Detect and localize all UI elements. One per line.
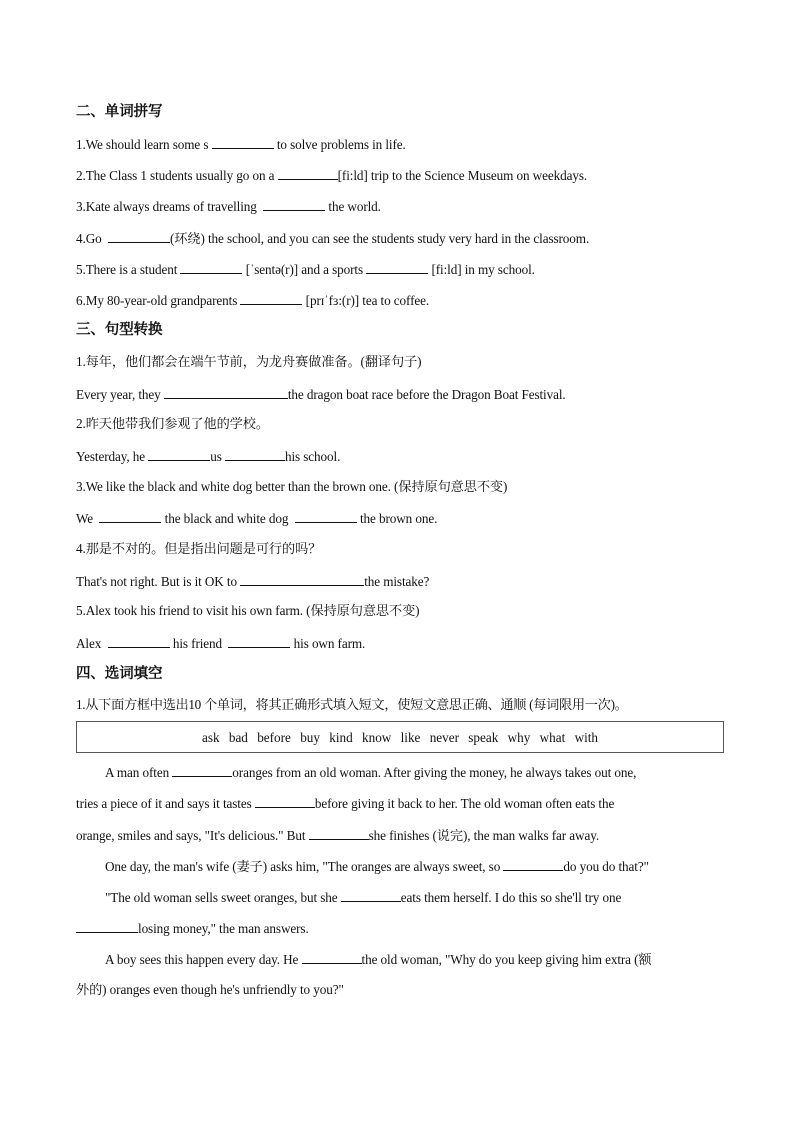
spelling-question-5: 5.There is a student [ˈsentə(r)] and a sports [fi:ld] in my school.	[76, 262, 535, 277]
word-bank-item: like	[400, 730, 421, 745]
spelling-question-2: 2.The Class 1 students usually go on a [fi:ld] trip to the Science Museum on weekdays.	[76, 168, 588, 183]
transform-answer-2: Yesterday, he us his school.	[76, 449, 341, 464]
passage-line: losing money," the man answers.	[76, 919, 309, 938]
passage-line: A man often oranges from an old woman. After giving the money, he always takes out one,	[105, 765, 637, 780]
answer-blank[interactable]	[172, 763, 232, 777]
passage-line: "The old woman sells sweet oranges, but she eats them herself. I do this so she'll try one	[105, 890, 622, 905]
answer-blank[interactable]	[228, 634, 290, 648]
spelling-question-6: 6.My 80-year-old grandparents [prɪˈfɜ:(r)] tea to coffee.	[76, 293, 430, 308]
section-heading-transform: 三、句型转换	[76, 322, 163, 338]
answer-blank[interactable]	[164, 385, 288, 399]
transform-answer-4: That's not right. But is it OK to the mistake?	[76, 574, 430, 589]
word-bank-box	[76, 721, 724, 753]
answer-blank[interactable]	[366, 260, 428, 274]
passage-line: 外的) oranges even though he's unfriendly to you?"	[76, 982, 344, 997]
passage-line: orange, smiles and says, "It's delicious." But she finishes (说完), the man walks far away.	[76, 828, 600, 843]
answer-blank[interactable]	[263, 197, 325, 211]
word-bank-item: why	[507, 730, 531, 745]
spelling-question-3: 3.Kate always dreams of travelling the world.	[76, 199, 381, 214]
cloze-instruction: 1.从下面方框中选出10 个单词，将其正确形式填入短文，使短文意思正确、通顺 (每词限用一次)。	[76, 697, 628, 712]
word-bank-item: never	[429, 730, 459, 745]
answer-blank[interactable]	[76, 919, 138, 933]
spelling-question-4: 4.Go (环绕) the school, and you can see the students study very hard in the classroom.	[76, 231, 590, 246]
word-bank-item: before	[257, 730, 291, 745]
transform-prompt-5: 5.Alex took his friend to visit his own farm. (保持原句意思不变)	[76, 603, 420, 618]
answer-blank[interactable]	[148, 447, 210, 461]
answer-blank[interactable]	[255, 794, 315, 808]
transform-answer-5: Alex his friend his own farm.	[76, 636, 366, 651]
spelling-question-1: 1.We should learn some s to solve problems in life.	[76, 137, 406, 152]
answer-blank[interactable]	[309, 826, 369, 840]
section-heading-cloze: 四、选词填空	[76, 666, 163, 682]
transform-prompt-4: 4.那是不对的。但是指出问题是可行的吗？	[76, 541, 322, 556]
answer-blank[interactable]	[302, 950, 362, 964]
passage-line: One day, the man's wife (妻子) asks him, "The oranges are always sweet, so do you do that?"	[105, 859, 649, 874]
word-bank-item: speak	[468, 730, 499, 745]
answer-blank[interactable]	[240, 572, 364, 586]
transform-answer-3: We the black and white dog the brown one.	[76, 511, 438, 526]
word-bank-item: know	[362, 730, 392, 745]
word-bank-item: with	[574, 730, 599, 745]
word-bank-item: buy	[300, 730, 320, 745]
answer-blank[interactable]	[108, 229, 170, 243]
answer-blank[interactable]	[99, 509, 161, 523]
answer-blank[interactable]	[108, 634, 170, 648]
answer-blank[interactable]	[240, 291, 302, 305]
answer-blank[interactable]	[180, 260, 242, 274]
transform-prompt-1: 1.每年，他们都会在端午节前，为龙舟赛做准备。(翻译句子)	[76, 354, 422, 369]
word-bank-item: ask	[201, 730, 220, 745]
answer-blank[interactable]	[295, 509, 357, 523]
answer-blank[interactable]	[225, 447, 285, 461]
word-bank-item: kind	[329, 730, 353, 745]
section-heading-spelling: 二、单词拼写	[76, 104, 163, 120]
answer-blank[interactable]	[212, 135, 274, 149]
passage-line: tries a piece of it and says it tastes before giving it back to her. The old woman often eats the	[76, 796, 615, 811]
answer-blank[interactable]	[341, 888, 401, 902]
word-bank-item: what	[539, 730, 566, 745]
answer-blank[interactable]	[278, 166, 338, 180]
word-bank-item: bad	[228, 730, 248, 745]
transform-prompt-2: 2.昨天他带我们参观了他的学校。	[76, 416, 269, 431]
transform-answer-1: Every year, they the dragon boat race before the Dragon Boat Festival.	[76, 387, 566, 402]
answer-blank[interactable]	[503, 857, 563, 871]
transform-prompt-3: 3.We like the black and white dog better than the brown one. (保持原句意思不变)	[76, 479, 508, 494]
passage-line: A boy sees this happen every day. He the old woman, "Why do you keep giving him extra (额	[105, 952, 652, 967]
